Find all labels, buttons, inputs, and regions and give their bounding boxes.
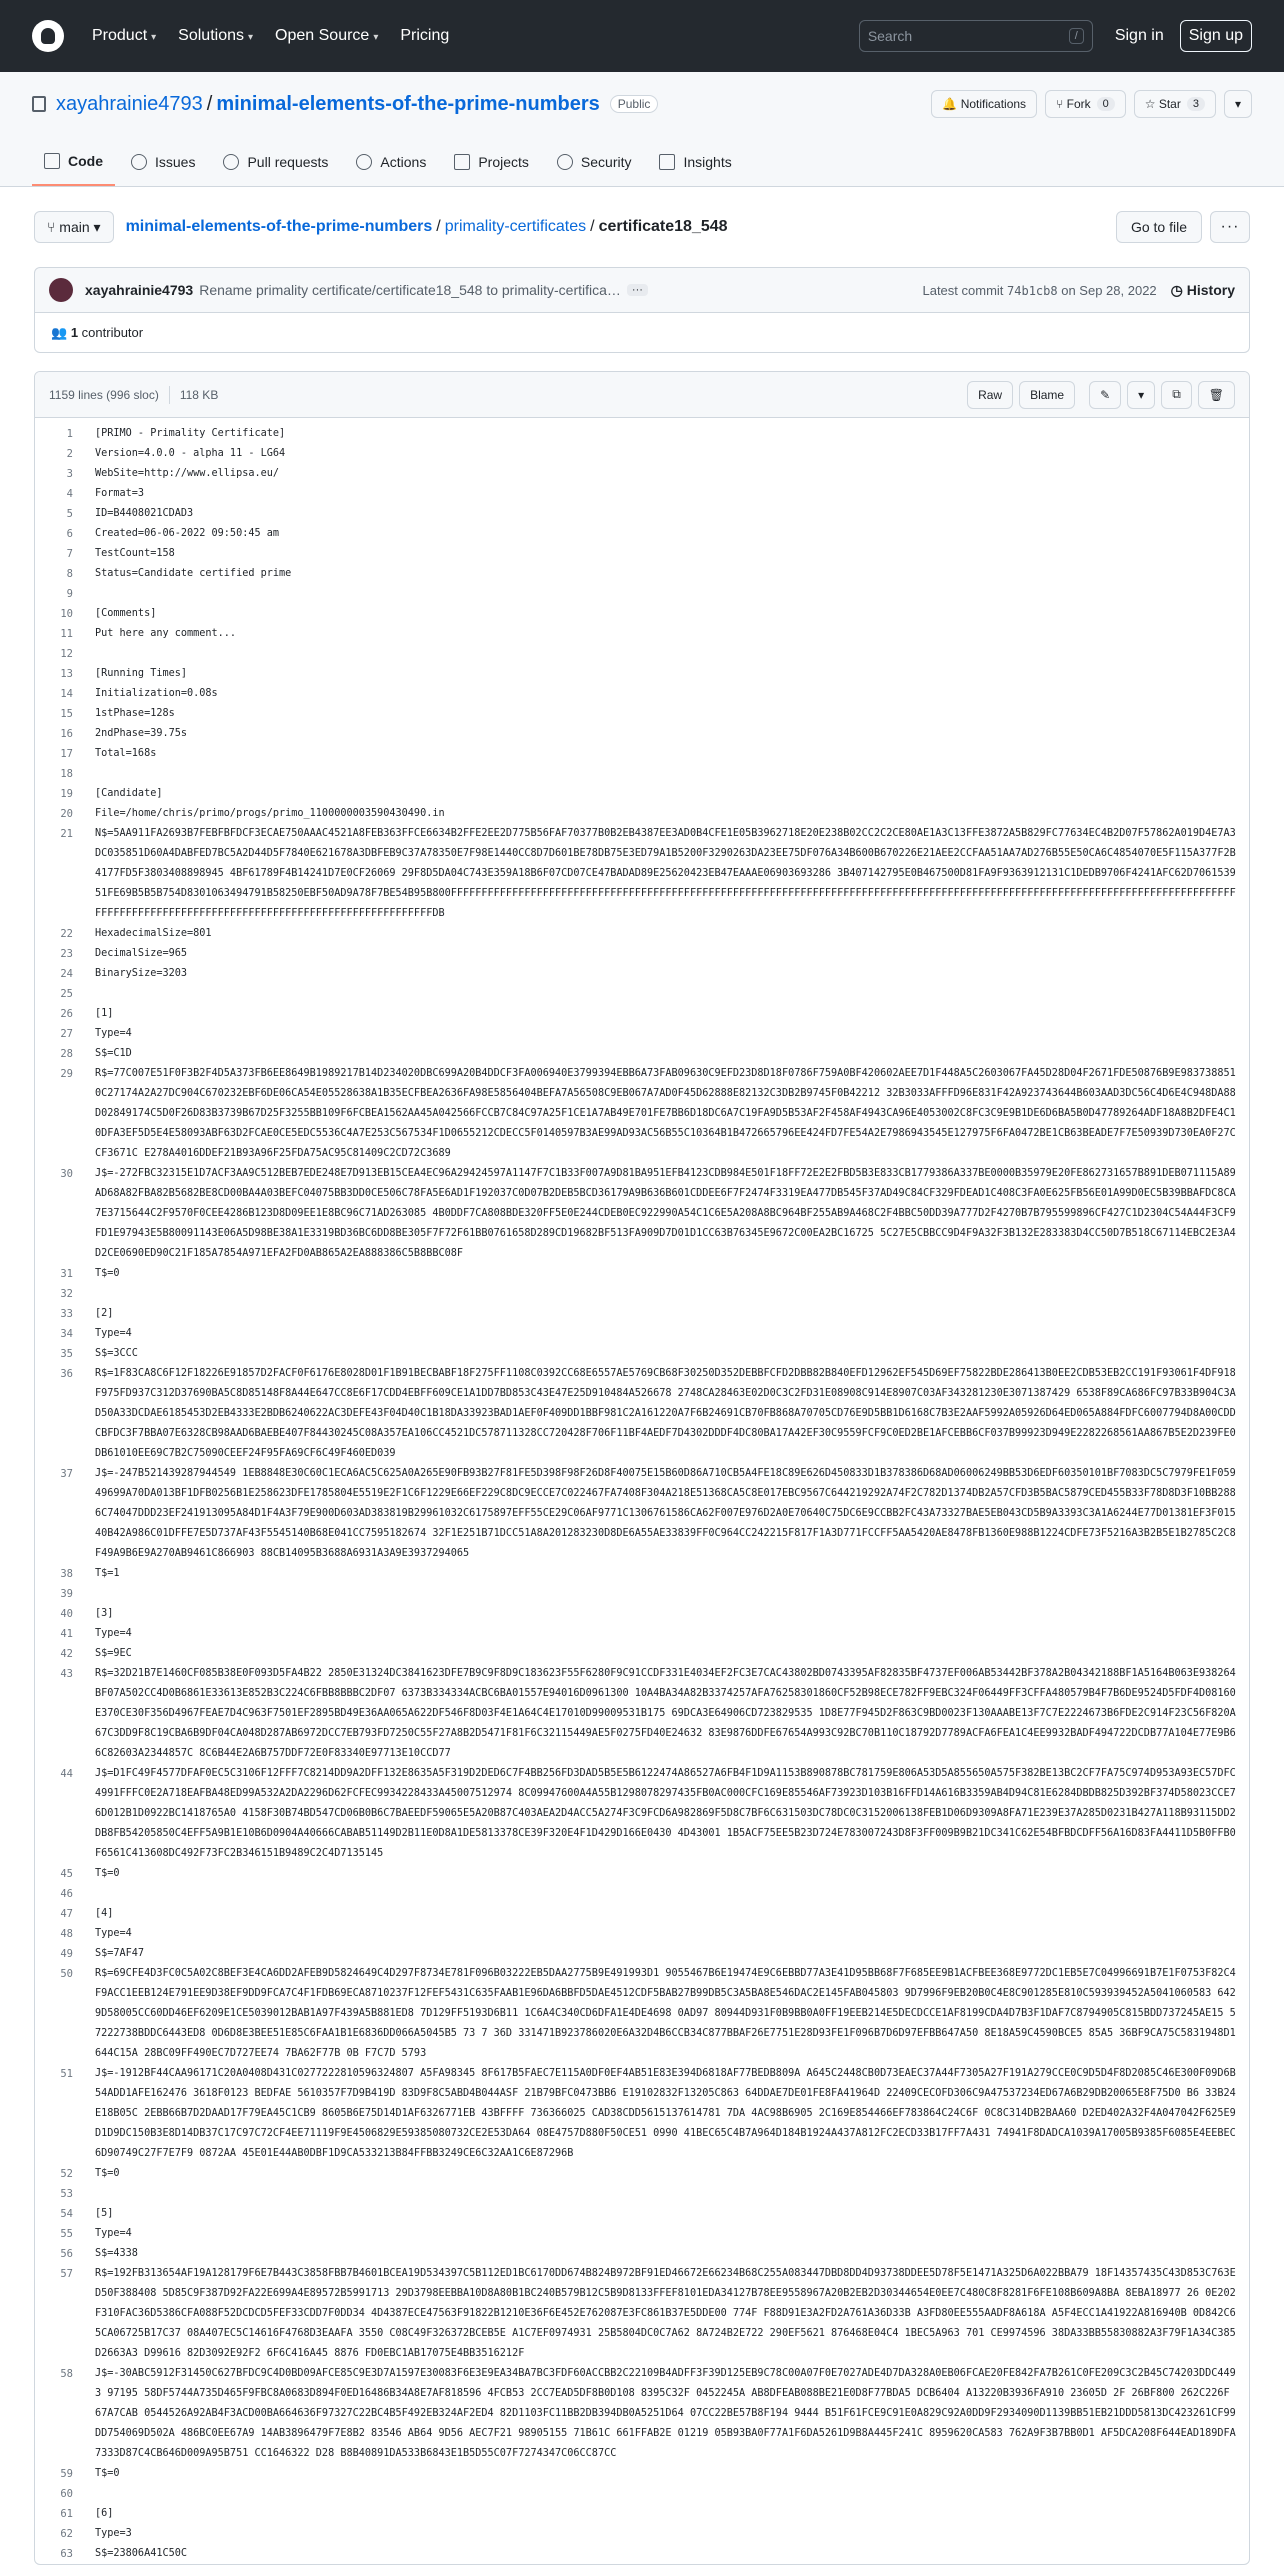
chevron-down-icon: ▾ xyxy=(89,218,101,235)
line-number[interactable]: 57 xyxy=(60,2268,73,2280)
line-number[interactable]: 12 xyxy=(60,648,73,660)
line-text: TestCount=158 xyxy=(95,548,175,559)
code-line xyxy=(35,944,1249,964)
line-number[interactable]: 41 xyxy=(60,1628,73,1640)
code-line xyxy=(35,1584,1249,1604)
line-number[interactable]: 7 xyxy=(66,548,73,560)
line-number[interactable]: 38 xyxy=(60,1568,73,1580)
chevron-down-icon: ▾ xyxy=(248,32,254,43)
line-text: T$=1 xyxy=(95,1568,120,1579)
line-text: [4] xyxy=(95,1908,114,1919)
code-line xyxy=(35,644,1249,664)
shield-icon xyxy=(557,154,573,170)
repo-owner-link[interactable]: xayahrainie4793 xyxy=(56,92,203,115)
code-line xyxy=(35,2364,1249,2464)
line-text: 2ndPhase=39.75s xyxy=(95,728,188,739)
line-text: File=/home/chris/primo/progs/primo_1100000003590430490.in xyxy=(95,808,445,819)
tab-insights[interactable]: Insights xyxy=(647,138,743,186)
line-number[interactable]: 33 xyxy=(60,1308,73,1320)
code-line xyxy=(35,464,1249,484)
code-line xyxy=(35,1764,1249,1864)
line-number[interactable]: 4 xyxy=(66,488,73,500)
contributors-count: 1 xyxy=(70,325,79,340)
expand-commit-message-button[interactable]: ··· xyxy=(627,284,648,296)
line-number[interactable]: 29 xyxy=(60,1068,73,1080)
contributors-label: contributor xyxy=(81,325,144,340)
code-line xyxy=(35,484,1249,504)
code-line xyxy=(35,824,1249,924)
github-logo-icon[interactable] xyxy=(32,20,64,52)
line-number[interactable]: 25 xyxy=(60,988,73,1000)
code-line xyxy=(35,784,1249,804)
code-line xyxy=(35,724,1249,744)
tab-projects[interactable]: Projects xyxy=(442,138,541,186)
line-number[interactable]: 20 xyxy=(60,808,73,820)
delete-button[interactable] xyxy=(1198,381,1235,409)
tab-security[interactable]: Security xyxy=(545,138,644,186)
sign-up-button[interactable]: Sign up xyxy=(1180,20,1252,52)
code-line xyxy=(35,664,1249,684)
line-number[interactable]: 48 xyxy=(60,1928,73,1940)
nav-pricing[interactable]: Pricing xyxy=(400,27,450,44)
line-number[interactable]: 35 xyxy=(60,1348,73,1360)
line-text xyxy=(87,764,1249,784)
line-number[interactable]: 54 xyxy=(60,2208,73,2220)
code-line xyxy=(35,1664,1249,1764)
line-number[interactable]: 59 xyxy=(60,2468,73,2480)
line-text xyxy=(87,1584,1249,1604)
code-line xyxy=(35,924,1249,944)
line-text: Created=06-06-2022 09:50:45 am xyxy=(95,528,280,539)
line-number[interactable]: 27 xyxy=(60,1028,73,1040)
code-line xyxy=(35,744,1249,764)
line-number[interactable]: 13 xyxy=(60,668,73,680)
line-number[interactable]: 43 xyxy=(60,1668,73,1680)
line-text: T$=0 xyxy=(95,1268,120,1279)
line-text: J$=D1FC49F4577DFAF0EC5C3106F12FFF7C8214DD9A2DFF132E8635A5F319D2DED6C7F4BB256FD3DAD5B5E5B6122474A86527A6FB4F1D9A1153B890878BC781759E806A53D5A855650A575F382BE13BC2CF7FA75C974D953A93EC57DFC4991FFFC0E2A718EAFBA48ED99A532A2DA2296D62FCFEC9934228433A45007512974 8C09947600A4A55B1298078297435FB0AC000CFC169E85546AF73923D103B16FFD14A616B3359AB4D94C81E6284DBDB825D392BF374D58023CCE76D012B1D0922BC1418765A0 4158F30B74BD547CD06B0B6C7BAEEDF59065E5A20B87C403AEA2D4ACC5A274F3C9FCD6A982869F5D8C7BF6C631503DC78DC0C3152006138FEB1D06D9309A8FA71E239E37A285D0231B427A118B93115DD2DB8FB54205850C4EFF5A9B1E10B6D0904A40666CABAB51149D2B11E0D8A1DE5813378CE39F320E4F1D429D166E0430 4D43001 1B5ACF75EE5B23D724E783007243D8F3FF009B9B21DC341C62E54BFBDCDFF56A16D83FA4411D5B0FFB0F6561C413608DC492F73FC2B346151B9489C2C4D7135145 xyxy=(95,1768,1236,1859)
code-line xyxy=(35,1004,1249,1024)
line-text: N$=5AA911FA2693B7FEBFBFDCF3ECAE750AAAC4521A8FEB363FFCE6634B2FFE2EE2D775B56FAF70377B0B2EB4387EE3AD0B4CFE1E05B3962718E20E238B02CC2C2CE80AE1A3C13FFE3872A5B829FC77634EC4B2D07F57862A019D4E7A3DC035851D60A4DABFED7BC5A2D44D5F7840E621678A3DBFEB9C37A78350E7F98E1440CC8D7D601BE78DB75E3ED79A1B5200F3290263DA23EE75DF076A34B600B670226E21AEE2CCFAA51AA7AD276B55E50CA6C4854070E5F115A377F2B4177FD5F3803408898945 4BF61789F4B14241D7E0CF26069 29F8D5DA04C743E359A18B6F07CD07CE47BADAD89E25620423EB47EAAAE06903693286 3B407142795E0B467500D81FA9F9363912131C1DEDB9706F4241AFC62D706153951FE69B5B5B754D8301063494791B58250EBF50AD9A78F7BE54B95B800FFFFFFFFFFFFFFFFFFFFFFFFFFFFFFFFFFFFFFFFFFFFFFFFFFFFFFFFFFFFFFFFFFFFFFFFFFFFFFFFFFFFFFFFFFFFFFFFFFFFFFFFFFFFFFFFFFFFFFFFFFFFFFFFFFFFFFFFFFFFFFFFFFFFFFFFFFFFFFFFFFFFFFFFFFFFFFFFFFFFFFFDB xyxy=(95,828,1236,919)
file-path-row xyxy=(34,187,1250,267)
line-text: R$=32D21B7E1460CF085B38E0F093D5FA4B22 2850E31324DC3841623DFE7B9C9F8D9C183623F55F6280F9C91CCDF331E4034EF2FC3E7CAC43802BD0743395AF82835BF4737EF006AB53442BF378A2B04342188BF1A5164B063E938264BF07A502CC4D0B6861E33613E852B3C224C6FBB8BBBC2DF07 6373B334334ACBC6BA01557E94016D0961300 10A4BA34A82B3374257AFA76258301860CF52B98ECE782FF9EBC324F06449FF3CFFA480579B4F7B6DE9524D5FDF4D08160E370CE30F356D4967FEAE7D4C963F7501EF2895BD49E36AA065A622DF546F8D03F4E1A64C4E17010D99009531B175 69DCA3E64906CD723829535 1D8E77F945D2F863C9BD0023F130AAABE13F7C7E2224673B6FDE2C914F23C56F820A67C3DD9F8C19CBA6B9DF04CA048D287AB6972DCC7EB793FD7250C55F27A8B2D5471F81F6C32115449AE5F0275FD40E24632 83E9876DDFE67654A993C92BC70B110C18792D7789ACFA6FEA1C4EE9932BADF494722DCDB77A104E77E9B66C82603A2344857C 8C6B44E2A6B757DDF72E0F83340E97713E10CCD77 xyxy=(95,1668,1236,1759)
line-number[interactable]: 1 xyxy=(66,428,73,440)
line-number[interactable]: 36 xyxy=(60,1368,73,1380)
line-text: J$=-247B521439287944549 1EB8848E30C60C1ECA6AC5C625A0A265E90FB93B27F81FE5D398F98F26D8F40075E15B60D86A710CB5A4FE18C89E626D450833D1B378386D68AD06006249BB53D6EDF60350101BF7083DC5C7979FE1F05949699A70DA013BF1DFB0256B1E258623DFE1785804E5519E2F1C6F1229E66EF229C8DC9ECCE7C022467FA7408F304A218E51368CA5C8E017EBC9567C644219292A74F2C782D1374DB2A57CFD3B5BAC5879CED455B33F78D8D3F10BB2886C74047DDD23EF241913095A84D1F4A3F79E900D603AD383819B29961032C6175897EFF55CE29C06AF9771C1306761586CA62F007E976D2A0E70640C75DC6E9CCBB2FC43A73327BAE5EB043CD5B9A3393C3A1A6244E77D01381EF3F01540B42A986C01DFFE7E5D737AF43F5545140B68E041CC7595182674 32F1E251B71DCC51A8A201283230D8DE6A55AE33839FF0C964CC242215F817F1A3D771FCCFF5AA5420AE8478FB1360E988B1224CDFE73F5216A3B2B5E1B2785C2C8F49A9B6E9A270AB9461C866903 88CB14095B3688A6931A3A9E3937294065 xyxy=(95,1468,1236,1559)
line-number[interactable]: 50 xyxy=(60,1968,73,1980)
code-line xyxy=(35,1924,1249,1944)
line-text: Initialization=0.08s xyxy=(95,688,218,699)
latest-commit-info: Latest commit 74b1cb8 on Sep 28, 2022 xyxy=(922,282,1157,298)
main-content xyxy=(0,187,1284,2565)
code-line xyxy=(35,1624,1249,1644)
line-text: Type=4 xyxy=(95,1628,132,1639)
contributors-bar[interactable] xyxy=(34,313,1250,353)
bell-icon: 🔔 xyxy=(942,97,961,111)
code-line xyxy=(35,424,1249,444)
line-text: [3] xyxy=(95,1608,114,1619)
code-line xyxy=(35,524,1249,544)
line-number[interactable]: 16 xyxy=(60,728,73,740)
code-line xyxy=(35,1304,1249,1324)
line-text: [PRIMO - Primality Certificate] xyxy=(95,428,286,439)
path-separator: / xyxy=(206,92,213,115)
code-line xyxy=(35,504,1249,524)
fork-count: 0 xyxy=(1097,97,1115,111)
line-number[interactable]: 44 xyxy=(60,1768,73,1780)
tab-code[interactable]: Code xyxy=(32,138,115,186)
line-number[interactable]: 26 xyxy=(60,1008,73,1020)
copy-raw-button[interactable] xyxy=(1161,381,1192,409)
line-number[interactable]: 51 xyxy=(60,2068,73,2080)
line-text: [Comments] xyxy=(95,608,157,619)
code-line xyxy=(35,2224,1249,2244)
tab-actions[interactable]: Actions xyxy=(344,138,438,186)
code-line xyxy=(35,2524,1249,2544)
line-text: Format=3 xyxy=(95,488,145,499)
line-number[interactable]: 30 xyxy=(60,1168,73,1180)
code-line xyxy=(35,1064,1249,1164)
code-line xyxy=(35,2464,1249,2484)
line-text: [5] xyxy=(95,2208,114,2219)
code-line xyxy=(35,704,1249,724)
repo-icon xyxy=(32,96,46,112)
fork-icon: ⑂ xyxy=(1056,97,1067,111)
code-line xyxy=(35,1944,1249,1964)
issue-icon xyxy=(131,154,147,170)
graph-icon xyxy=(659,154,675,170)
edit-dropdown-button[interactable] xyxy=(1127,381,1155,409)
star-button[interactable]: ☆ Star 3 xyxy=(1134,90,1216,118)
code-icon xyxy=(44,153,60,169)
line-text: Type=4 xyxy=(95,1328,132,1339)
line-text: R$=69CFE4D3FC0C5A02C8BEF3E4CA6DD2AFEB9D5824649C4D297F8734E781F096B03222EB5DAA2775B9E491993D1 9055467B6E19474E9C6EBBD77A3E41D95BB68F7F685EE9B1ACFBEE368E9772DC1EB5E7C04996691B7E1F0753F82C4F9ACC1EEB124E791EE9D38EF9DD9FCA7C4F1FDB69ECA8710237F12FEF5431C635FAAB1E96DA6BBFD5DAE4512CDF5BAB27B99DB5C3A5BA8E546DAC2E145FAB045803 9D7996F9EB20B0C4E8C901285E810C593939452A5041060583 6429D58005CC60DD46EF6209E1CE5039012BAB1A97F439A5B881ED8 7D129FF5193D6B11 1C6A4C340CD6DFA1E4DE4698 0AD97 80944D931F0B9BB0A0FF19EEB214E5DECDCCE1AF8199CDA4D7B3F1DAF7C8794905C815BDD737245AE15 57222738BDDC6443ED8 0D6D8E3BEE51E85C6FAA1B1E6836DD066A5045B5 73 7 36D 331471B923786020E6A32D4B6CCB34C877BBAF26E7751E28D93FE1F096B7D6D97EFBB647A50 8E18A59C4590BCE5 85A5 36BF9CA75C5831948D1644C15A 28BC09FF490EC7D727EE74 7BA62F77B 0B F7C7D 5793 xyxy=(95,1968,1236,2059)
line-number[interactable]: 6 xyxy=(66,528,73,540)
line-text: Total=168s xyxy=(95,748,157,759)
code-line xyxy=(35,544,1249,564)
code-line xyxy=(35,2264,1249,2364)
line-number[interactable]: 17 xyxy=(60,748,73,760)
line-text: [6] xyxy=(95,2508,114,2519)
code-line xyxy=(35,604,1249,624)
line-text: R$=192FB313654AF19A128179F6E7B443C3858FBB7B4601BCEA19D534397C5B112ED1BC6170DD674B824B972BF91ED46672E66234B68C255A083447DBD8DD4D93738DDEE5D78F5E1471A325D6A022BBA79 18F14357435C43D853C763ED50F388408 5D85C9F387D92FA22E699A4E89572B5991713 29D3798EEBBA10D8A80B1BC240B579B12C5B9D8133FFEF8101EDA34127B78EE9558967A20B2EB2D30344654E0EE7C480C8F8281F6FE108B609A8BA 8EBA18977 26 0E202F310FAC36D5386CFA088F52DCDCD5FEF33CDD7F0DD34 4D4387ECE47563F91822B1210E36F6E452E762087E3FC861B37E5DDE00 774F F88D91E3A2FD2A761A36D33B A3FD80EE555AADF8A618A A5F4ECC1A41922A816940B 0D842C65CA06725B17C37 08A407EC5C14616F4768D3EAAFA 3550 C08C49F326372BCEB5E A1C7EF0974931 25B5804DC0C7A62 8A724B2E722 290EF5621 876468E04C4 1BEC5A963 701 CE9974596 38DA33BB55830882A3F79F1A34C385D2663A3 D99616 82D3092E92F2 6F6C416A45 8876 FD0EBC1AB17075E4BB3516212F xyxy=(95,2268,1236,2359)
line-number[interactable]: 8 xyxy=(66,568,73,580)
history-link[interactable]: ◷ History xyxy=(1170,281,1235,298)
line-number[interactable]: 19 xyxy=(60,788,73,800)
code-line xyxy=(35,1024,1249,1044)
code-line xyxy=(35,1344,1249,1364)
line-text: J$=-30ABC5912F31450C627BFDC9C4D0BD09AFCE85C9E3D7A1597E30083F6E3E9EA34BA7BC3FDF60ACCBB2C22109B4ADFF3F39D125EB9C78C00A07F0E7027ADE4D7DA328A0EB06FCAE20FE842FA7B261C0FE209C3C2B45C74203DDC4493 97195 58DF5744A735D465F9FBC8A0683D894F0ED16486B34A8E7AF818596 4FCB53 2CC7EAD5DF8B0D108 8395C32F 0452245A AB8DFEAB088BE21E0D8F77BDA5 DCB6404 A13220B3936FA910 23605D 2F 26BF800 262C226F 67A7CAB 0544526A92AB4F3ACD00BA664636F97327C22BC4B5F492EB324AF2ED4 82D1103FC11BB2DB394DB0A5251D64 07CC22BE57B8F194 9444 B51F61FCE9C91E0A829C92A0DD9F2934090D1139BB51EB21DDD5813DC423261CF99DD754069D502A 486BC0EE67A9 14AB3896479F7E8B2 83546 AB64 9D56 AEC7F21 98905155 71B61C 661FFAB2E 01219 05B93BA0F77A1F6DA5261D9B8A445F241C 8959620CA583 762A9F3B7BB0D1 AF5DCA208F644EAD189DFA7333D87C4CB646D009A95B751 CC1646322 D28 B8B40891DA533B6843E1B5D55C07F7274347C06CC87CC xyxy=(95,2368,1236,2459)
line-number[interactable]: 28 xyxy=(60,1048,73,1060)
chevron-down-icon: ▾ xyxy=(1234,97,1241,111)
line-text: 1stPhase=128s xyxy=(95,708,175,719)
clock-icon: ◷ xyxy=(1170,281,1187,298)
code-line xyxy=(35,1964,1249,2064)
people-icon: 👥 xyxy=(51,324,71,340)
line-number[interactable]: 3 xyxy=(66,468,73,480)
code-line xyxy=(35,1604,1249,1624)
chevron-down-icon: ▾ xyxy=(1138,387,1145,402)
file-header xyxy=(35,372,1249,418)
code-line xyxy=(35,2244,1249,2264)
blame-button[interactable]: Blame xyxy=(1019,381,1075,409)
line-text: Put here any comment... xyxy=(95,628,237,639)
line-number[interactable]: 56 xyxy=(60,2248,73,2260)
line-number[interactable]: 40 xyxy=(60,1608,73,1620)
code-line xyxy=(35,1464,1249,1564)
line-number[interactable]: 37 xyxy=(60,1468,73,1480)
line-text: T$=0 xyxy=(95,2468,120,2479)
code-view xyxy=(35,418,1249,2564)
line-text: Type=3 xyxy=(95,2528,132,2539)
line-text xyxy=(87,2184,1249,2204)
line-text: S$=C1D xyxy=(95,1048,132,1059)
line-number[interactable]: 60 xyxy=(60,2488,73,2500)
avatar[interactable] xyxy=(49,278,73,302)
code-line xyxy=(35,564,1249,584)
line-text: S$=9EC xyxy=(95,1648,132,1659)
line-number[interactable]: 14 xyxy=(60,688,73,700)
file-viewer xyxy=(34,371,1250,2565)
star-dropdown-button[interactable] xyxy=(1224,90,1252,118)
global-header xyxy=(0,0,1284,72)
line-number[interactable]: 49 xyxy=(60,1948,73,1960)
line-number[interactable]: 39 xyxy=(60,1588,73,1600)
chevron-down-icon: ▾ xyxy=(151,32,157,43)
line-number[interactable]: 9 xyxy=(66,588,73,600)
play-icon xyxy=(356,154,372,170)
line-number[interactable]: 55 xyxy=(60,2228,73,2240)
breadcrumb-file-name: certificate18_548 xyxy=(598,218,728,235)
latest-commit-bar xyxy=(34,267,1250,313)
trash-icon: 🗑 xyxy=(1208,387,1224,402)
line-text: [Running Times] xyxy=(95,668,188,679)
line-number[interactable]: 18 xyxy=(60,768,73,780)
line-text: DecimalSize=965 xyxy=(95,948,188,959)
copy-icon: ⧉ xyxy=(1172,387,1181,401)
pull-request-icon xyxy=(223,154,239,170)
line-number[interactable]: 31 xyxy=(60,1268,73,1280)
line-number[interactable]: 22 xyxy=(60,928,73,940)
code-line xyxy=(35,444,1249,464)
line-text: S$=7AF47 xyxy=(95,1948,145,1959)
sign-in-link[interactable]: Sign in xyxy=(1114,27,1164,44)
code-line xyxy=(35,2504,1249,2524)
line-text: R$=77C007E51F0F3B2F4D5A373FB6EE8649B1989217B14D234020DBC699A20B4DDCF3FA006940E3799394EBB6A73FAB09630C9EFD23D8D18F0786F759A0BF420602AEE7D1F448A5C2603067FA45D28D04F2671FDE50876B9E9837388510C27174A2A27DC904C670232EBF6DE06CA54E05528638A1B35ECFBEA2636FA98E5856404BEFA7A56508C9EB067A7AD0F45D62888E82132C3DB2B9745F0B42212 32B3033AFFFD96E831F42A923743644B603AAD3DC56C4D6E4C948DA88D02849174C5D0F26D83B3739B67D25F3255BB109F6FCBEA1562AA45A042566FCCB7C84C97A25F1CE1A7AB49E701FE7BB6D18DC6A7C19FA9D5B53AF2F458AF4943CA96E4053002C8FC3C9E9B1DE6D6BA5B0D47789264ADF18A8B2DFE4C10DFA3EF5D5E4E58093ABF63D2FCAE0CE5EDC5536C4A7E253C567534F1D0655212CDECC5F0140597B3AE99AD93AC56B55C10364B1B472665796EE424FD7FE54A2E7986943545E127975F6FA0472BE1CB63BEADE7F7E50939D730EA0F27CCF3671C E278A4016DDEF21B93A96F25FDA75AC95C81409C2CD72C3689 xyxy=(95,1068,1236,1159)
line-text: Status=Candidate certified prime xyxy=(95,568,292,579)
line-text: [Candidate] xyxy=(95,788,163,799)
line-number[interactable]: 32 xyxy=(60,1288,73,1300)
line-text: T$=0 xyxy=(95,1868,120,1879)
line-text: R$=1F83CA8C6F12F18226E91857D2FACF0F6176E8028D01F1B91BECBABF18F275FF1108C0392CC68E6557AE5769CB68F30250D352DEBBFCFD2DBB82B840EFD12962EF545D69EF75822BDE286413B0EE2CDB53EB2CC191F93061F4DF918F975FD937C312D37690BA5C8D85148F8A44E647CC8E6F17CDD4EBFF609CE1A1DD7BD853C43E47E25D910484A526678 2748CA28463E02D0C3C2FD31E08908C914E8907C03AF343281230E3071387429 6538F89CA686FC97B33B904C3AD50A33DCDAE6185453D2EB4333E2BDB6240622AC3DEFE43F04D40C1B18DA33923BAD1AEF0F409DD1BBF981C2A161220A7F6B24691CB70FB868A70705CD76E9D5BB1D6168C7B3E2AAF5992A05926D64ED065A884FDFC6007794D8A00CDDCBFDC3F7BBA07E6328CB98AAD6BAEBE407F84430245C08A357EA106CC4521DC578711328CC720428F706F11BF4AEDF7D4302DDDF4DC80BA17A42EF30C9559FCF9C0ED2BE1AFCEBB6CF037B99923D949E2282268561AA867B5E2D239FE0DB61010EE69C7B2C75090CEEF24F95FA69CF6C49F460ED039 xyxy=(95,1368,1236,1459)
line-number[interactable]: 23 xyxy=(60,948,73,960)
line-number[interactable]: 24 xyxy=(60,968,73,980)
search-input[interactable] xyxy=(859,20,1093,52)
code-line xyxy=(35,2204,1249,2224)
line-number[interactable]: 52 xyxy=(60,2168,73,2180)
code-line xyxy=(35,1044,1249,1064)
code-line xyxy=(35,764,1249,784)
star-count: 3 xyxy=(1187,97,1205,111)
line-text: WebSite=http://www.ellipsa.eu/ xyxy=(95,468,280,479)
line-text: J$=-1912BF44CAA96171C20A0408D431C0277222810596324807 A5FA98345 8F617B5FAEC7E115A0DF0EF4AB51E83E394D6818AF77BEDB809A A645C2448CB0D73EAEC37A44F7305A27F191A279CCE0C9D5D4F8D2085C46E300F09D6B54ADD1AFE162476 3618F0123 BEDFAE 5610357F7D9B419D 83D9F8C5ABD4B044ASF 21B79BFC0473BB6 E19102832F13205C863 64DDAE7DE01FE8FA41964D 22409CECOFD306C9A47537234ED67A6B29DB20065E8F75D0 B6 33B24E18B05C 2EBB66B7D2DAAD17F79EA45C1CB9 8605B6E75D14D1AF6326771EB 43BFFFF 736366025 CAD38CDD5615137614781 7DA 4AC98B6905 2C169E854466EF783864C24C6F 0C8C314DB2BAA60 D2ED402A32F4A047042F625E9D1D9DC150B3E8D14DB37C17C97C72CF4EE71119F9E4506829E59385080732CE2E53DA64 08E4757D880F50CE51 0990 41BEC65C4B7A964D184B1924A437A812FC2ECD33B17FF7A431 74941F8DADCA1039A17005B9385F6085E4EEBEC6D90749C27F7E7F9 0872AA 45E01E44AB0DBF1D9CA533213B84FFBB3249CE6C32AA1C6E87296B xyxy=(95,2068,1236,2159)
line-text xyxy=(87,1284,1249,1304)
more-options-button[interactable]: ··· xyxy=(1210,211,1250,243)
code-line xyxy=(35,1324,1249,1344)
code-line xyxy=(35,2064,1249,2164)
nav-open-source[interactable]: Open Source ▾ xyxy=(275,27,379,44)
line-number[interactable]: 11 xyxy=(60,628,73,640)
line-text: S$=4338 xyxy=(95,2248,138,2259)
line-number[interactable]: 62 xyxy=(60,2528,73,2540)
line-text xyxy=(87,584,1249,604)
nav-product[interactable]: Product ▾ xyxy=(92,27,157,44)
notifications-button[interactable]: 🔔 Notifications xyxy=(931,90,1037,118)
line-number[interactable]: 15 xyxy=(60,708,73,720)
line-text: BinarySize=3203 xyxy=(95,968,188,979)
line-number[interactable]: 45 xyxy=(60,1868,73,1880)
line-text xyxy=(87,1884,1249,1904)
line-number[interactable]: 21 xyxy=(60,828,73,840)
branch-select[interactable]: ⑂ main ▾ xyxy=(34,211,114,243)
line-text: Type=4 xyxy=(95,2228,132,2239)
visibility-badge: Public xyxy=(610,95,659,113)
line-number[interactable]: 58 xyxy=(60,2368,73,2380)
path-separator: / xyxy=(436,218,441,235)
search-shortcut-key: / xyxy=(1069,28,1084,44)
code-line xyxy=(35,2544,1249,2564)
line-text: ID=B4408021CDAD3 xyxy=(95,508,194,519)
repo-header xyxy=(0,72,1284,187)
chevron-down-icon: ▾ xyxy=(373,32,379,43)
code-line xyxy=(35,1884,1249,1904)
line-text: [1] xyxy=(95,1008,114,1019)
line-text xyxy=(87,2484,1249,2504)
code-line xyxy=(35,2484,1249,2504)
edit-button[interactable] xyxy=(1089,381,1121,409)
search-placeholder: Search xyxy=(867,28,913,44)
line-text: Version=4.0.0 - alpha 11 - LG64 xyxy=(95,448,286,459)
code-line xyxy=(35,2164,1249,2184)
code-line xyxy=(35,1264,1249,1284)
line-text: J$=-272FBC32315E1D7ACF3AA9C512BEB7EDE248E7D913EB15CEA4EC96A29424597A1147F7C1B33F007A9D81BA951EFB4123CDB984E501F18FF72E2E2FBD5B3E833CB1779386A337BE0000B35979E20FE862731657B891DEB071115A89AD68A82FBA82B5682BE8CD00BA4A03BEFC04075BB3DD0CE506C78FA5E6AD1F192037C0D07B2DEB5BCD36179A9B636B601CDDEE6F7F2474F3319EA477DB545F37AD49C84CF329FDEAD1C408C3FA0E625FB56E01A99D0EC5B39BBAFDC8CA7E3715644C2F9570F0CEE4286B123D8D09EE1E8BC96C71AD263085 4B0DDF7CA808BDE320FF5E0E244CDEB0EC922990A54C1C6E5A208A8BC964BF255AB9A468C2F4BBC50DD39A777D2F4270B7B795599896CF427C1D2304C54A44F3CF9FD1E97943E5B80091143E06A5D98BE38A1E3319BD36BC6DD8BE305F7F72F61BB0761658D289CD19682BF513FA909D7D01D1CC63B76345E9672C00EA2BC16725 5C27E5CBBCC9D4F9A32F3B132E283383D4CC50D7B518C67114EBC2E3A4D2CE0690ED90C21F185A7854A971EFA2FD0AB865A2EA888386C5B8BBC08F xyxy=(95,1168,1236,1259)
line-text xyxy=(87,984,1249,1004)
breadcrumb-folder-link[interactable]: primality-certificates xyxy=(444,218,587,235)
line-number[interactable]: 63 xyxy=(60,2548,73,2560)
line-text: Type=4 xyxy=(95,1028,132,1039)
table-icon xyxy=(454,154,470,170)
line-number[interactable]: 42 xyxy=(60,1648,73,1660)
repo-name-link[interactable]: minimal-elements-of-the-prime-numbers xyxy=(216,92,600,115)
code-line xyxy=(35,1864,1249,1884)
code-line xyxy=(35,1564,1249,1584)
code-line xyxy=(35,1904,1249,1924)
commit-message-link[interactable]: Rename primality certificate/certificate18_548 to primality-certifica… xyxy=(199,282,621,298)
commit-author-link[interactable]: xayahrainie4793 xyxy=(85,282,194,298)
go-to-file-button[interactable]: Go to file xyxy=(1116,211,1202,243)
code-line xyxy=(35,1644,1249,1664)
breadcrumb-repo-link[interactable]: minimal-elements-of-the-prime-numbers xyxy=(125,218,433,235)
star-icon: ☆ xyxy=(1144,97,1159,111)
code-line xyxy=(35,804,1249,824)
code-line xyxy=(35,624,1249,644)
code-line xyxy=(35,1364,1249,1464)
file-size: 118 KB xyxy=(179,387,219,402)
pencil-icon: ✎ xyxy=(1100,387,1111,402)
line-number[interactable]: 2 xyxy=(66,448,73,460)
commit-sha-link[interactable]: 74b1cb8 xyxy=(1007,283,1058,298)
fork-button[interactable]: ⑂ Fork 0 xyxy=(1045,90,1126,118)
repo-tabs xyxy=(32,138,1252,186)
file-lines-info: 1159 lines (996 sloc) xyxy=(49,387,159,402)
tab-issues[interactable]: Issues xyxy=(119,138,207,186)
code-line xyxy=(35,1164,1249,1264)
line-number[interactable]: 47 xyxy=(60,1908,73,1920)
tab-pull-requests[interactable]: Pull requests xyxy=(211,138,340,186)
line-number[interactable]: 10 xyxy=(60,608,73,620)
line-number[interactable]: 34 xyxy=(60,1328,73,1340)
line-number[interactable]: 53 xyxy=(60,2188,73,2200)
code-line xyxy=(35,964,1249,984)
line-text: T$=0 xyxy=(95,2168,120,2179)
breadcrumb xyxy=(126,218,728,236)
line-text: S$=23806A41C50C xyxy=(95,2548,188,2559)
code-line xyxy=(35,1284,1249,1304)
raw-button[interactable]: Raw xyxy=(967,381,1013,409)
branch-icon: ⑂ xyxy=(47,219,60,235)
line-number[interactable]: 46 xyxy=(60,1888,73,1900)
line-text: S$=3CCC xyxy=(95,1348,138,1359)
path-separator: / xyxy=(590,218,595,235)
line-text: HexadecimalSize=801 xyxy=(95,928,212,939)
line-text: [2] xyxy=(95,1308,114,1319)
line-text: Type=4 xyxy=(95,1928,132,1939)
code-line xyxy=(35,984,1249,1004)
code-line xyxy=(35,684,1249,704)
line-text xyxy=(87,644,1249,664)
nav-solutions[interactable]: Solutions ▾ xyxy=(178,27,254,44)
code-line xyxy=(35,2184,1249,2204)
divider xyxy=(169,386,170,404)
line-number[interactable]: 5 xyxy=(66,508,73,520)
line-number[interactable]: 61 xyxy=(60,2508,73,2520)
code-line xyxy=(35,584,1249,604)
